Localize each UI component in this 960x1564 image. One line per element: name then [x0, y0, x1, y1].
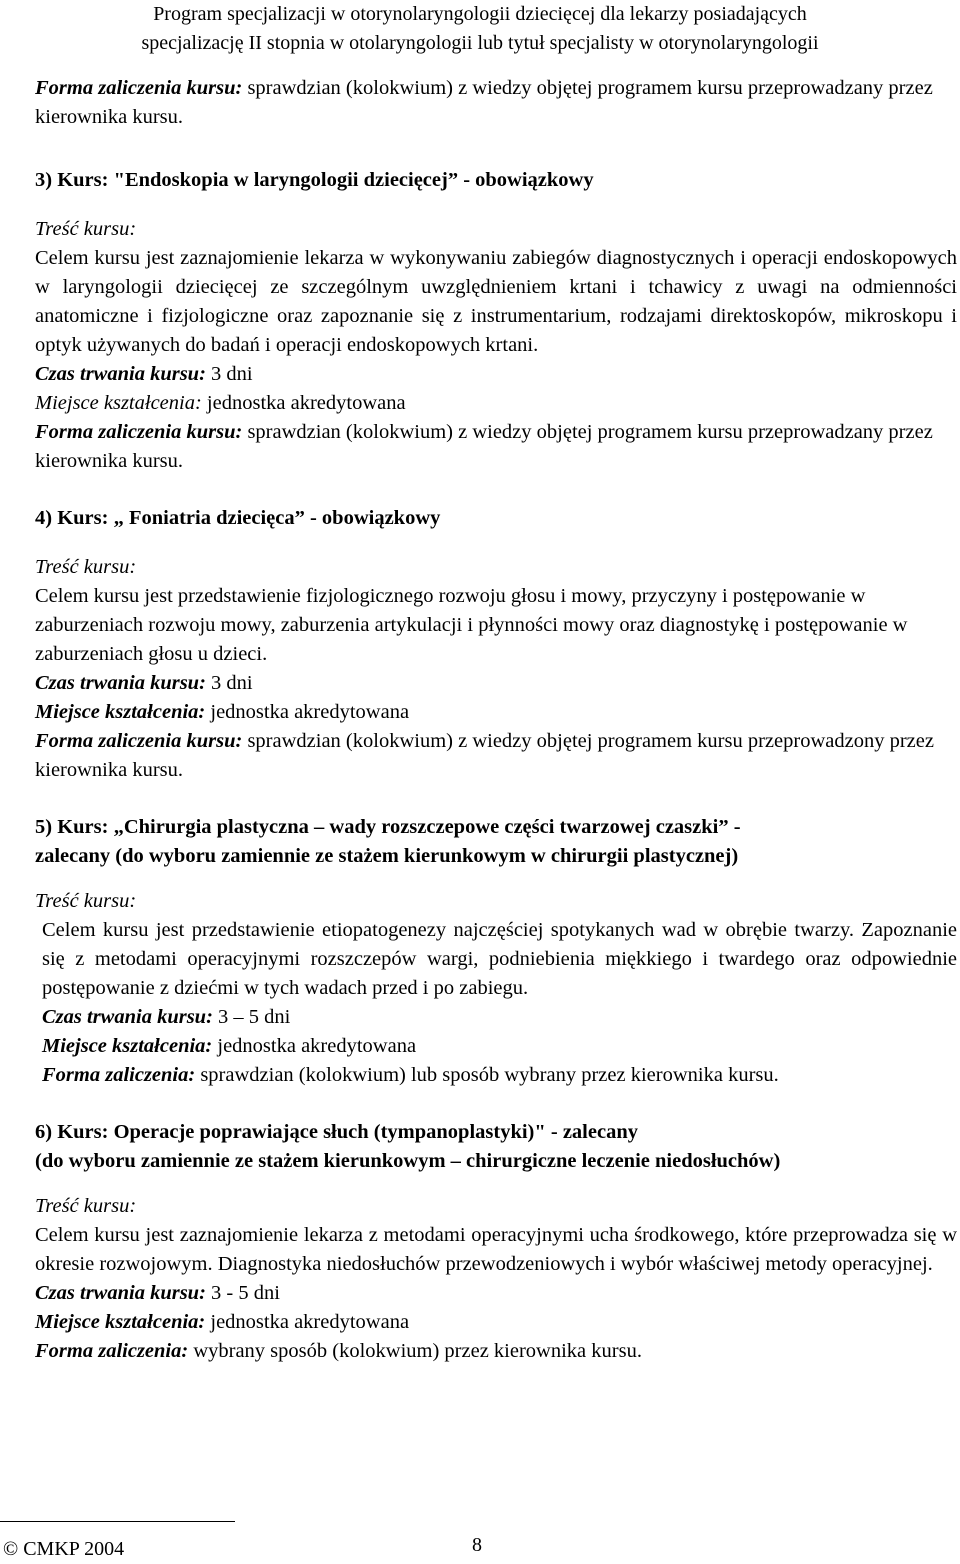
forma-zaliczenia: [35, 1337, 957, 1366]
forma-zaliczenia: [35, 418, 957, 476]
tresc-label: Treść kursu:: [35, 556, 137, 578]
czas-value: 3 dni: [205, 363, 253, 385]
forma-zaliczenia-prev: [35, 74, 957, 132]
miejsce-value: jednostka akredytowana: [201, 392, 406, 414]
czas-trwania: [35, 360, 957, 389]
czas-label: Czas trwania kursu:: [35, 672, 206, 694]
forma-value: sprawdzian (kolokwium) lub sposób wybrany przez kierownika kursu.: [195, 1064, 779, 1086]
section-5-body: [35, 916, 957, 1090]
header-line-2: specjalizację II stopnia w otolaryngologii lub tytuł specjalisty w otorynolaryngologii: [141, 32, 819, 54]
course-section-5: [35, 813, 957, 1090]
course-section-4: [35, 504, 957, 785]
tresc-text: Celem kursu jest zaznajomienie lekarza z metodami operacyjnymi ucha środkowego, które przeprowadza się w okresie rozwojowym. Diagnostyka niedosłuchów przewodzeniowych i wybór właściwej metody operacyjnej.: [35, 1224, 957, 1275]
header-line-1: Program specjalizacji w otorynolaryngologii dziecięcej dla lekarzy posiadających: [153, 3, 807, 25]
miejsce-ksztalcenia: [35, 389, 957, 418]
course-title-line-1: 6) Kurs: Operacje poprawiające słuch (tympanoplastyki)" - zalecany: [35, 1121, 638, 1143]
miejsce-ksztalcenia: [35, 1308, 957, 1337]
forma-zaliczenia: [42, 1061, 957, 1090]
forma-zaliczenia: [35, 727, 957, 785]
forma-label: Forma zaliczenia kursu:: [35, 77, 243, 99]
miejsce-value: jednostka akredytowana: [205, 701, 410, 723]
forma-value: sprawdzian (kolokwium) z wiedzy objętej programem kursu przeprowadzony przez kierownika kursu.: [35, 730, 934, 781]
copyright-text: © CMKP 2004: [3, 1538, 125, 1560]
forma-label: Forma zaliczenia:: [42, 1064, 196, 1086]
czas-label: Czas trwania kursu:: [35, 363, 206, 385]
czas-value: 3 – 5 dni: [212, 1006, 291, 1028]
course-title-line-1: 5) Kurs: „Chirurgia plastyczna – wady rozszczepowe części twarzowej czaszki” -: [35, 816, 741, 838]
course-section-6: [35, 1118, 957, 1366]
tresc-text: Celem kursu jest zaznajomienie lekarza w wykonywaniu zabiegów diagnostycznych i operacji endoskopowych w laryngologii dziecięcej ze szczególnym uwzględnieniem krtani i tchawicy z uwagi na odmienności anatomiczne i fizjologiczne oraz zapoznanie się z instrumentarium, rodzajami direktoskopów, mikroskopu i optyk używanych do badań i operacji endoskopowych krtani.: [35, 247, 957, 356]
miejsce-value: jednostka akredytowana: [205, 1311, 410, 1333]
page-footer: [0, 1521, 960, 1561]
course-title-line-2: zalecany (do wyboru zamiennie ze stażem kierunkowym w chirurgii plastycznej): [35, 845, 739, 867]
course-title: 3) Kurs: "Endoskopia w laryngologii dziecięcej” - obowiązkowy: [35, 169, 594, 191]
miejsce-label: Miejsce kształcenia:: [42, 1035, 213, 1057]
tresc-label: Treść kursu:: [35, 218, 137, 240]
miejsce-label: Miejsce kształcenia:: [35, 392, 202, 414]
document-body: [35, 74, 957, 1366]
forma-value: wybrany sposób (kolokwium) przez kierownika kursu.: [188, 1340, 642, 1362]
tresc-text: Celem kursu jest przedstawienie etiopatogenezy najczęściej spotykanych wad w obrębie twarzy. Zapoznanie się z metodami operacyjnymi rozszczepów wargi, podniebienia miękkiego i twardego oraz odpowiednie postępowanie z dziećmi w tych wadach przed i po zabiegu.: [42, 919, 957, 999]
forma-label: Forma zaliczenia:: [35, 1340, 189, 1362]
forma-value: sprawdzian (kolokwium) z wiedzy objętej programem kursu przeprowadzany przez kierownika kursu.: [35, 421, 933, 472]
page-number: 8: [472, 1534, 482, 1556]
tresc-text: Celem kursu jest przedstawienie fizjologicznego rozwoju głosu i mowy, przyczyny i postępowanie w zaburzeniach rozwoju mowy, zaburzenia artykulacji i płynności mowy oraz diagnostykę i postępowanie w zaburzeniach głosu u dzieci.: [35, 585, 908, 665]
miejsce-label: Miejsce kształcenia:: [35, 1311, 206, 1333]
czas-trwania: [42, 1003, 957, 1032]
czas-value: 3 dni: [205, 672, 253, 694]
miejsce-value: jednostka akredytowana: [212, 1035, 417, 1057]
czas-label: Czas trwania kursu:: [42, 1006, 213, 1028]
czas-trwania: [35, 1279, 957, 1308]
course-section-3: [35, 166, 957, 476]
page-header: [0, 0, 960, 58]
tresc-label: Treść kursu:: [35, 890, 137, 912]
czas-trwania: [35, 669, 957, 698]
forma-value: sprawdzian (kolokwium) z wiedzy objętej programem kursu przeprowadzany przez kierownika kursu.: [35, 77, 933, 128]
czas-value: 3 - 5 dni: [205, 1282, 280, 1304]
miejsce-ksztalcenia: [42, 1032, 957, 1061]
course-title: 4) Kurs: „ Foniatria dziecięca” - obowiązkowy: [35, 507, 441, 529]
miejsce-label: Miejsce kształcenia:: [35, 701, 206, 723]
tresc-label: Treść kursu:: [35, 1195, 137, 1217]
footer-divider: [0, 1521, 235, 1522]
czas-label: Czas trwania kursu:: [35, 1282, 206, 1304]
course-title-line-2: (do wyboru zamiennie ze stażem kierunkowym – chirurgiczne leczenie niedosłuchów): [35, 1150, 781, 1172]
course-title: [35, 813, 957, 871]
forma-label: Forma zaliczenia kursu:: [35, 421, 243, 443]
miejsce-ksztalcenia: [35, 698, 957, 727]
course-title: [35, 1118, 957, 1176]
forma-label: Forma zaliczenia kursu:: [35, 730, 243, 752]
